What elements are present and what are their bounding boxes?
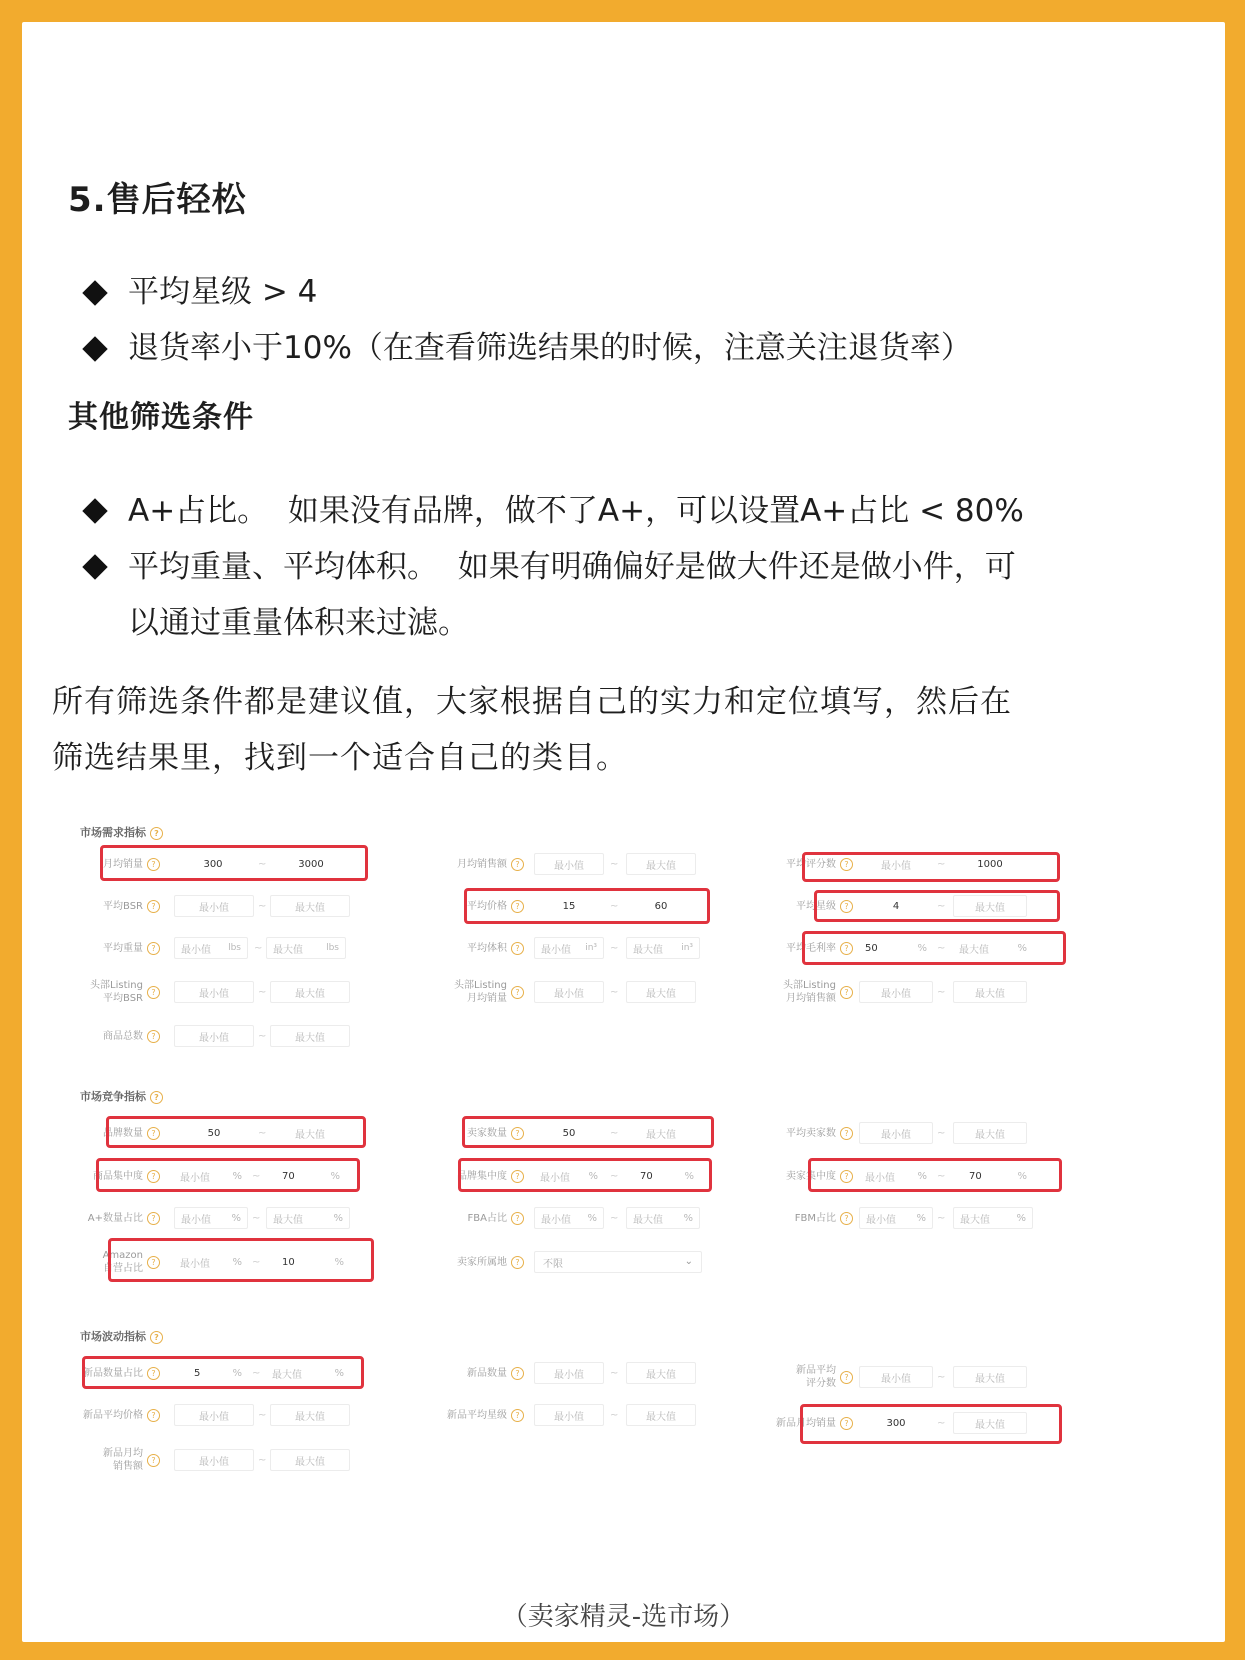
top-bsr-max-input[interactable]: 最大值 — [270, 981, 350, 1003]
brand-conc-min-input[interactable]: 最小值 % — [540, 1170, 598, 1184]
avg-rating-max-input[interactable]: 最大值 — [953, 895, 1027, 917]
filter-new-count: 新品数量 ? 最小值 ~ 最大值 — [412, 1359, 742, 1387]
section-competition-title: 市场竞争指标 ? — [80, 1088, 163, 1104]
filter-top-revenue: 头部Listing 月均销售额 ? 最小值 ~ 最大值 — [777, 978, 1107, 1006]
avg-price-min-input[interactable]: 15 — [562, 900, 576, 912]
filter-avg-sellers: 平均卖家数 ? 最小值 ~ 最大值 — [777, 1119, 1107, 1147]
highlight-box — [814, 890, 1060, 922]
new-avg-price-min-input[interactable]: 最小值 — [174, 1404, 254, 1426]
help-icon: ? — [511, 1409, 524, 1422]
help-icon: ? — [147, 986, 160, 999]
bullet-weight-line1: 平均重量、平均体积。 如果有明确偏好是做大件还是做小件，可 — [128, 549, 1016, 585]
highlight-box — [800, 1404, 1062, 1444]
highlight-box — [808, 1158, 1062, 1192]
top-revenue-min-input[interactable]: 最小值 — [859, 981, 933, 1003]
avg-reviews-min-input[interactable]: 最小值 — [881, 860, 911, 872]
avg-volume-min-input[interactable]: 最小值 in³ — [534, 937, 604, 959]
help-icon: ? — [840, 1127, 853, 1140]
new-monthly-sales-min-input[interactable]: 300 — [886, 1417, 906, 1429]
avg-sellers-max-input[interactable]: 最大值 — [953, 1122, 1027, 1144]
help-icon: ? — [511, 986, 524, 999]
section-demand-title: 市场需求指标 ? — [80, 824, 163, 840]
filter-avg-price: 平均价格 ? 15 ~ 60 — [412, 892, 742, 920]
filter-amazon-ratio: Amazon 自营占比 ? 最小值 % ~ 10 % — [62, 1248, 392, 1276]
filter-new-avg-reviews: 新品平均 评分数 ? 最小值 ~ 最大值 — [777, 1363, 1107, 1391]
filter-avg-reviews: 平均评分数 ? 最小值 ~ 1000 — [777, 850, 1107, 878]
filter-top-sales: 头部Listing 月均销量 ? 最小值 ~ 最大值 — [412, 978, 742, 1006]
monthly-revenue-max-input[interactable]: 最大值 — [626, 853, 696, 875]
filter-monthly-revenue: 月均销售额 ? 最小值 ~ 最大值 — [412, 850, 742, 878]
help-icon: ? — [511, 1212, 524, 1225]
fbm-ratio-min-input[interactable]: 最小值 % — [859, 1207, 933, 1229]
filter-seller-concentration: 卖家集中度 ? 最小值 % ~ 70 % — [777, 1162, 1107, 1190]
article-card — [22, 22, 1225, 1642]
product-count-min-input[interactable]: 最小值 — [174, 1025, 254, 1047]
bullet-diamond-icon — [82, 336, 107, 361]
brand-conc-max-input[interactable]: 70 % — [640, 1170, 694, 1182]
filter-new-avg-price: 新品平均价格 ? 最小值 ~ 最大值 — [62, 1401, 392, 1429]
fbm-ratio-max-input[interactable]: 最大值 % — [953, 1207, 1033, 1229]
product-count-max-input[interactable]: 最大值 — [270, 1025, 350, 1047]
aplus-ratio-max-input[interactable]: 最大值 % — [266, 1207, 350, 1229]
fba-ratio-max-input[interactable]: 最大值 % — [626, 1207, 700, 1229]
new-monthly-revenue-max-input[interactable]: 最大值 — [270, 1449, 350, 1471]
filter-new-monthly-sales: 新品月均销量 ? 300 ~ 最大值 — [777, 1409, 1107, 1437]
top-revenue-max-input[interactable]: 最大值 — [953, 981, 1027, 1003]
help-icon: ? — [147, 1367, 160, 1380]
new-avg-rating-max-input[interactable]: 最大值 — [626, 1404, 696, 1426]
monthly-sales-min-input[interactable]: 300 — [203, 858, 223, 870]
filter-monthly-sales: 月均销量 ? 300 ~ 3000 — [62, 850, 392, 878]
new-avg-reviews-max-input[interactable]: 最大值 — [953, 1366, 1027, 1388]
avg-sellers-min-input[interactable]: 最小值 — [859, 1122, 933, 1144]
highlight-box — [802, 852, 1060, 882]
bullet-rating: 平均星级 > 4 — [128, 274, 318, 310]
new-monthly-revenue-min-input[interactable]: 最小值 — [174, 1449, 254, 1471]
help-icon: ? — [150, 1091, 163, 1104]
paragraph-line1: 所有筛选条件都是建议值，大家根据自己的实力和定位填写，然后在 — [52, 684, 1012, 720]
bullet-weight-line2: 以通过重量体积来过滤。 — [128, 605, 469, 641]
help-icon: ? — [150, 827, 163, 840]
filter-top-bsr: 头部Listing 平均BSR ? 最小值 ~ 最大值 — [62, 978, 392, 1006]
fba-ratio-min-input[interactable]: 最小值 % — [534, 1207, 604, 1229]
avg-rating-min-input[interactable]: 4 — [892, 900, 900, 912]
filter-screenshot — [62, 826, 1142, 1590]
avg-volume-max-input[interactable]: 最大值 in³ — [626, 937, 700, 959]
filter-product-concentration: 商品集中度 ? 最小值 % ~ 70 % — [62, 1162, 392, 1190]
bullet-diamond-icon — [82, 498, 107, 523]
section-volatility-title: 市场波动指标 ? — [80, 1328, 163, 1344]
filter-avg-weight: 平均重量 ? 最小值 lbs ~ 最大值 lbs — [62, 934, 392, 962]
filter-new-avg-rating: 新品平均星级 ? 最小值 ~ 最大值 — [412, 1401, 742, 1429]
new-monthly-sales-max-input[interactable]: 最大值 — [953, 1412, 1027, 1434]
help-icon: ? — [147, 1212, 160, 1225]
new-ratio-max-input[interactable]: 最大值 % — [272, 1367, 344, 1381]
product-conc-max-input[interactable]: 70 % — [282, 1170, 340, 1182]
filter-seller-count: 卖家数量 ? 50 ~ 最大值 — [412, 1119, 742, 1147]
help-icon: ? — [147, 1454, 160, 1467]
filter-avg-margin: 平均毛利率 ? 50 % ~ 最大值 % — [777, 934, 1107, 962]
highlight-box — [458, 1158, 712, 1192]
help-icon: ? — [511, 1127, 524, 1140]
help-icon: ? — [147, 1127, 160, 1140]
filter-product-count: 商品总数 ? 最小值 ~ 最大值 — [62, 1022, 392, 1050]
help-icon: ? — [840, 1212, 853, 1225]
monthly-revenue-min-input[interactable]: 最小值 — [534, 853, 604, 875]
product-conc-min-input[interactable]: 最小值 % — [180, 1170, 242, 1184]
monthly-sales-max-input[interactable]: 3000 — [298, 858, 324, 870]
new-ratio-min-input[interactable]: 5 % — [194, 1367, 242, 1379]
filter-avg-bsr: 平均BSR ? 最小值 ~ 最大值 — [62, 892, 392, 920]
highlight-box — [100, 845, 368, 881]
help-icon: ? — [840, 986, 853, 999]
highlight-box — [82, 1356, 364, 1389]
highlight-box — [802, 931, 1066, 965]
avg-margin-min-input[interactable]: 50 % — [865, 942, 927, 954]
avg-bsr-min-input[interactable]: 最小值 — [174, 895, 254, 917]
help-icon: ? — [511, 1256, 524, 1269]
top-bsr-min-input[interactable]: 最小值 — [174, 981, 254, 1003]
seller-conc-max-input[interactable]: 70 % — [969, 1170, 1027, 1182]
seller-count-min-input[interactable]: 50 — [562, 1127, 576, 1139]
brand-count-max-input[interactable]: 最大值 — [295, 1129, 325, 1141]
help-icon: ? — [150, 1331, 163, 1344]
new-count-max-input[interactable]: 最大值 — [626, 1362, 696, 1384]
avg-price-max-input[interactable]: 60 — [654, 900, 668, 912]
avg-weight-max-input[interactable]: 最大值 lbs — [266, 937, 346, 959]
filter-seller-origin: 卖家所属地 ? 不限 ⌄ — [412, 1248, 742, 1276]
avg-margin-max-input[interactable]: 最大值 % — [959, 942, 1027, 956]
subheading: 其他筛选条件 — [68, 400, 254, 435]
amazon-ratio-max-input[interactable]: 10 % — [282, 1256, 344, 1268]
bullet-diamond-icon — [82, 554, 107, 579]
avg-weight-min-input[interactable]: 最小值 lbs — [174, 937, 248, 959]
avg-reviews-max-input[interactable]: 1000 — [977, 858, 1003, 870]
help-icon: ? — [511, 1367, 524, 1380]
help-icon: ? — [840, 1371, 853, 1384]
help-icon: ? — [511, 900, 524, 913]
filter-aplus-ratio: A+数量占比 ? 最小值 % ~ 最大值 % — [62, 1204, 392, 1232]
help-icon: ? — [147, 1256, 160, 1269]
help-icon: ? — [511, 858, 524, 871]
help-icon: ? — [840, 900, 853, 913]
seller-conc-min-input[interactable]: 最小值 % — [865, 1170, 927, 1184]
help-icon: ? — [511, 942, 524, 955]
highlight-box — [108, 1238, 374, 1282]
new-avg-price-max-input[interactable]: 最大值 — [270, 1404, 350, 1426]
help-icon: ? — [147, 900, 160, 913]
bullet-aplus: A+占比。 如果没有品牌，做不了A+，可以设置A+占比 < 80% — [128, 493, 1024, 529]
help-icon: ? — [147, 1170, 160, 1183]
highlight-box — [106, 1116, 366, 1148]
new-avg-rating-min-input[interactable]: 最小值 — [534, 1404, 604, 1426]
amazon-ratio-min-input[interactable]: 最小值 % — [180, 1256, 242, 1270]
seller-origin-select[interactable]: 不限 ⌄ — [534, 1251, 702, 1273]
highlight-box — [96, 1158, 360, 1192]
image-caption: （卖家精灵-选市场） — [501, 1602, 746, 1632]
help-icon: ? — [147, 1030, 160, 1043]
help-icon: ? — [840, 858, 853, 871]
top-sales-max-input[interactable]: 最大值 — [626, 981, 696, 1003]
help-icon: ? — [511, 1170, 524, 1183]
filter-brand-count: 品牌数量 ? 50 ~ 最大值 — [62, 1119, 392, 1147]
top-sales-min-input[interactable]: 最小值 — [534, 981, 604, 1003]
highlight-box — [464, 888, 710, 924]
help-icon: ? — [147, 858, 160, 871]
bullet-diamond-icon — [82, 280, 107, 305]
filter-fba-ratio: FBA占比 ? 最小值 % ~ 最大值 % — [412, 1204, 742, 1232]
filter-avg-rating: 平均星级 ? 4 ~ 最大值 — [777, 892, 1107, 920]
avg-bsr-max-input[interactable]: 最大值 — [270, 895, 350, 917]
new-count-min-input[interactable]: 最小值 — [534, 1362, 604, 1384]
bullet-return-rate: 退货率小于10%（在查看筛选结果的时候，注意关注退货率） — [128, 330, 972, 366]
paragraph-line2: 筛选结果里，找到一个适合自己的类目。 — [52, 740, 628, 776]
filter-new-monthly-revenue: 新品月均 销售额 ? 最小值 ~ 最大值 — [62, 1446, 392, 1474]
highlight-box — [462, 1116, 714, 1148]
filter-brand-concentration: 品牌集中度 ? 最小值 % ~ 70 % — [412, 1162, 742, 1190]
brand-count-min-input[interactable]: 50 — [207, 1127, 221, 1139]
help-icon: ? — [840, 1170, 853, 1183]
seller-count-max-input[interactable]: 最大值 — [646, 1129, 676, 1141]
filter-fbm-ratio: FBM占比 ? 最小值 % ~ 最大值 % — [777, 1204, 1107, 1232]
help-icon: ? — [840, 1417, 853, 1430]
aplus-ratio-min-input[interactable]: 最小值 % — [174, 1207, 248, 1229]
help-icon: ? — [147, 942, 160, 955]
new-avg-reviews-min-input[interactable]: 最小值 — [859, 1366, 933, 1388]
filter-new-ratio: 新品数量占比 ? 5 % ~ 最大值 % — [62, 1359, 392, 1387]
help-icon: ? — [840, 942, 853, 955]
filter-avg-volume: 平均体积 ? 最小值 in³ ~ 最大值 in³ — [412, 934, 742, 962]
section-heading: 5.售后轻松 — [68, 180, 247, 220]
help-icon: ? — [147, 1409, 160, 1422]
chevron-down-icon: ⌄ — [684, 1256, 693, 1267]
